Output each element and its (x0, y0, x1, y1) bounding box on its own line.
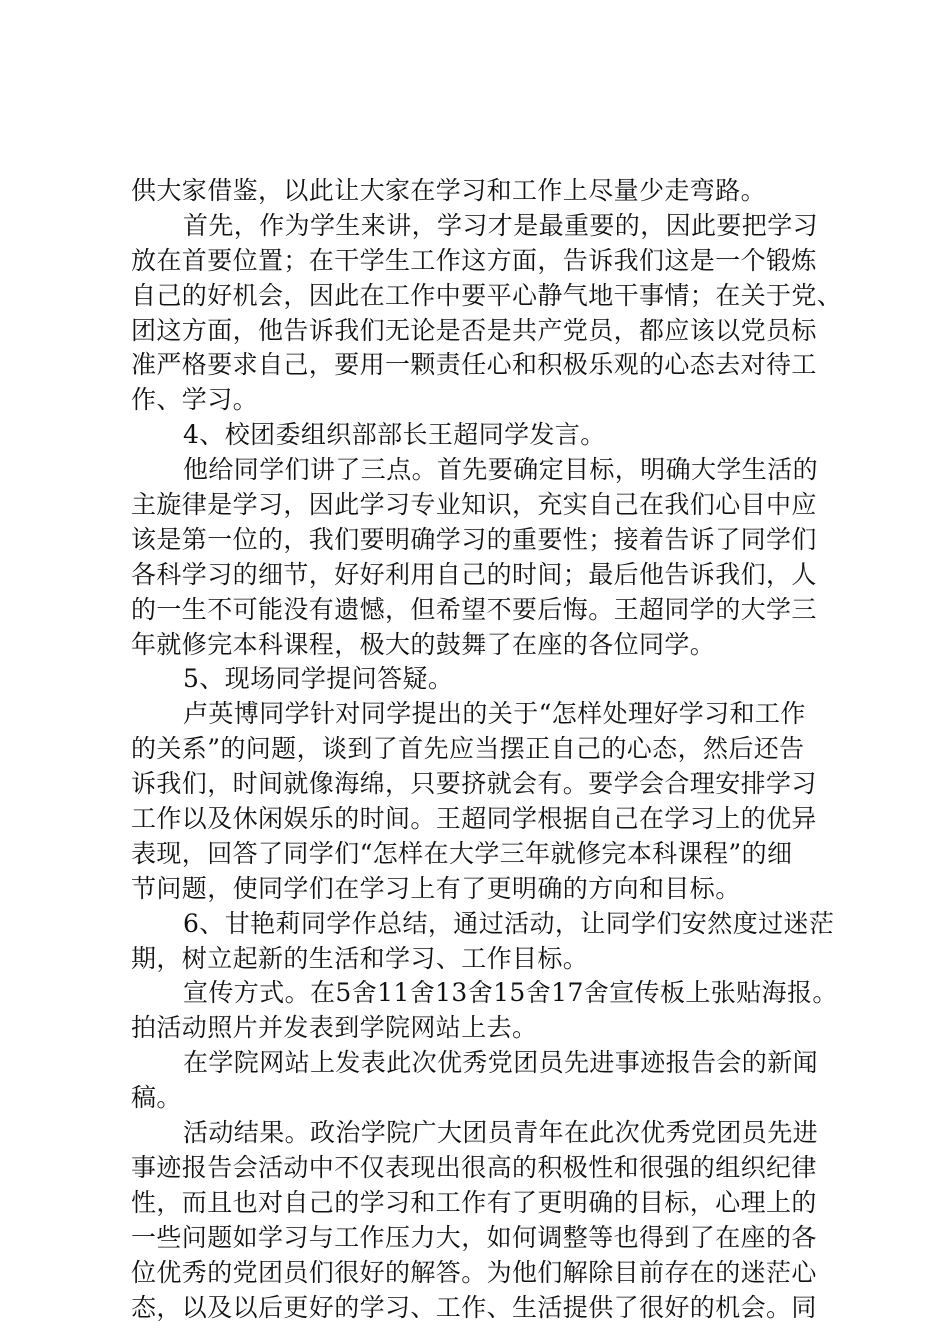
text-line: 主旋律是学习，因此学习专业知识，充实自己在我们心目中应 (131, 490, 817, 520)
text-line: 各科学习的细节，好好利用自己的时间；最后他告诉我们，人 (131, 559, 817, 589)
text-line: 事迹报告会活动中不仅表现出很高的积极性和很强的组织纪律 (131, 1152, 817, 1182)
text-line: 性，而且也对自己的学习和工作有了更明确的目标，心理上的 (131, 1187, 817, 1217)
text-line: 位优秀的党团员们很好的解答。为他们解除目前存在的迷茫心 (131, 1257, 817, 1287)
text-line: 态，以及以后更好的学习、工作、生活提供了很好的机会。同 (131, 1292, 817, 1322)
paragraph-first-line: 宣传方式。在5舍11舍13舍15舍17舍宣传板上张贴海报。 (183, 978, 838, 1008)
text-line: 年就修完本科课程，极大的鼓舞了在座的各位同学。 (131, 629, 716, 659)
text-line: 拍活动照片并发表到学院网站上去。 (131, 1013, 538, 1043)
paragraph-first-line: 6、甘艳莉同学作总结，通过活动，让同学们安然度过迷茫 (183, 908, 835, 938)
paragraph-first-line: 在学院网站上发表此次优秀党团员先进事迹报告会的新闻 (183, 1048, 819, 1078)
text-line: 稿。 (131, 1083, 182, 1113)
text-line: 放在首要位置；在干学生工作这方面，告诉我们这是一个锻炼 (131, 245, 817, 275)
paragraph-first-line: 4、校团委组织部部长王超同学发言。 (183, 420, 606, 450)
text-line: 的关系”的问题，谈到了首先应当摆正自己的心态，然后还告 (131, 734, 805, 764)
text-line: 期，树立起新的生活和学习、工作目标。 (131, 943, 589, 973)
text-line: 诉我们，时间就像海绵，只要挤就会有。要学会合理安排学习 (131, 769, 817, 799)
text-line: 节问题，使同学们在学习上有了更明确的方向和目标。 (131, 873, 741, 903)
text-line: 自己的好机会，因此在工作中要平心静气地干事情；在关于党、 (131, 280, 843, 310)
text-line: 表现，回答了同学们“怎样在大学三年就修完本科课程”的细 (131, 838, 793, 868)
document-body-text (131, 174, 843, 1325)
text-line: 准严格要求自己，要用一颗责任心和积极乐观的心态去对待工 (131, 350, 817, 380)
text-line: 工作以及休闲娱乐的时间。王超同学根据自己在学习上的优异 (131, 804, 817, 834)
paragraph-first-line: 他给同学们讲了三点。首先要确定目标，明确大学生活的 (183, 455, 819, 485)
paragraph-first-line: 首先，作为学生来讲，学习才是最重要的，因此要把学习 (183, 210, 819, 240)
text-line: 供大家借鉴，以此让大家在学习和工作上尽量少走弯路。 (131, 176, 767, 205)
text-line: 的一生不可能没有遗憾，但希望不要后悔。王超同学的大学三 (131, 594, 817, 624)
paragraph-first-line: 卢英博同学针对同学提出的关于“怎样处理好学习和工作 (183, 699, 806, 729)
paragraph-first-line: 活动结果。政治学院广大团员青年在此次优秀党团员先进 (183, 1118, 819, 1148)
text-line: 一些问题如学习与工作压力大，如何调整等也得到了在座的各 (131, 1222, 817, 1252)
text-line: 该是第一位的，我们要明确学习的重要性；接着告诉了同学们 (131, 524, 817, 554)
text-line: 团这方面，他告诉我们无论是否是共产党员，都应该以党员标 (131, 315, 817, 345)
text-line: 作、学习。 (131, 385, 259, 415)
paragraph-first-line: 5、现场同学提问答疑。 (183, 664, 454, 694)
